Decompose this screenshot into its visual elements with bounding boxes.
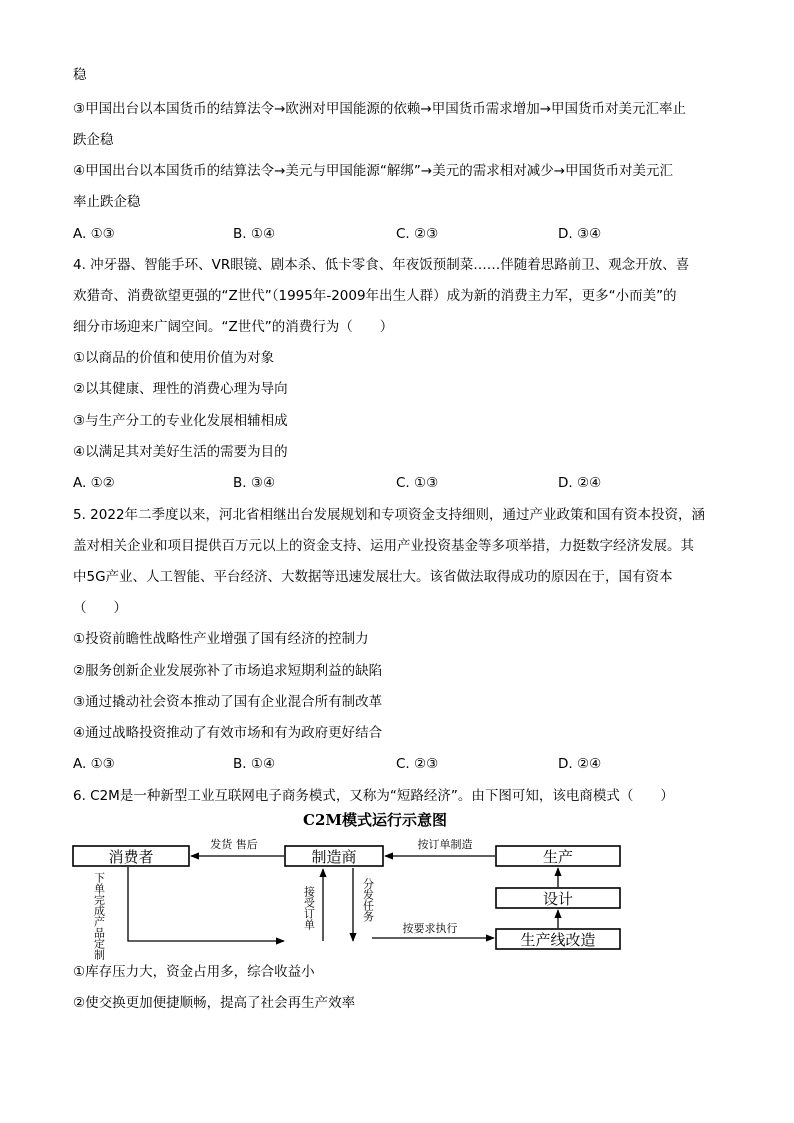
q5-stem-line: （ ） (73, 600, 127, 616)
q4-option-d: D. ②④ (558, 475, 602, 491)
q4-stem-line: 4. 冲牙器、智能手环、VR眼镜、剧本杀、低卡零食、年夜饭预制菜……伴随着思路前卫、观念开放、喜 (73, 257, 690, 273)
q3-text-line: 率止跌企稳 (73, 194, 141, 210)
q3-option-a: A. ①③ (73, 226, 115, 242)
q5-stem-line: 盖对相关企业和项目提供百万元以上的资金支持、运用产业投资基金等多项举措，力挺数字经济发展。其 (73, 538, 694, 554)
consumer-label: 消费者 (108, 848, 154, 866)
q3-option-c: C. ②③ (396, 226, 439, 242)
consumer-box (73, 846, 189, 866)
design-label: 设计 (542, 890, 574, 908)
manufacturer-box (285, 846, 383, 866)
assign-tasks-label: 分发任务 (361, 878, 375, 922)
q4-option-a: A. ①② (73, 475, 115, 491)
q5-item: ①投资前瞻性战略性产业增强了国有经济的控制力 (73, 631, 369, 647)
q5-option-a: A. ①③ (73, 756, 115, 772)
q4-item: ①以商品的价值和使用价值为对象 (73, 350, 275, 366)
diagram-title: C2M模式运行示意图 (303, 811, 447, 829)
design-box (496, 888, 620, 908)
q6-stem: 6. C2M是一种新型工业互联网电子商务模式，又称为“短路经济”。由下图可知，该电商模式（ ） (73, 788, 674, 804)
q5-option-d: D. ②④ (558, 756, 602, 772)
q5-option-c: C. ②③ (396, 756, 439, 772)
production-label: 生产 (542, 848, 574, 866)
q5-stem-line: 5. 2022年二季度以来，河北省相继出台发展规划和专项资金支持细则，通过产业政策和国有资本投资，涵 (73, 507, 706, 523)
q6-item: ①库存压力大，资金占用多，综合收益小 (73, 964, 315, 980)
make-by-order-label: 按订单制造 (417, 838, 473, 851)
arrow-consumer-order-path (128, 867, 284, 941)
q3-text-line: ④甲国出台以本国货币的结算法令→美元与甲国能源“解绑”→美元的需求相对减少→甲国货币对美元汇 (73, 163, 674, 179)
ship-after-sale-label: 发货 售后 (210, 838, 258, 851)
q4-item: ③与生产分工的专业化发展相辅相成 (73, 413, 288, 429)
q6-item: ②使交换更加便捷顺畅，提高了社会再生产效率 (73, 995, 356, 1011)
q3-text-line: 稳 (73, 67, 87, 83)
production-box (496, 846, 620, 866)
q5-item: ③通过撬动社会资本推动了国有企业混合所有制改革 (73, 694, 383, 710)
q5-stem-line: 中5G产业、人工智能、平台经济、大数据等迅速发展壮大。该省做法取得成功的原因在于，国有资本 (73, 569, 673, 585)
place-order-label: 下单完成产品定制 (92, 872, 106, 960)
line-upgrade-label: 生产线改造 (520, 931, 596, 949)
q3-option-d: D. ③④ (558, 226, 602, 242)
q4-option-c: C. ①③ (396, 475, 439, 491)
execute-as-required-label: 按要求执行 (402, 922, 458, 935)
q4-stem-line: 细分市场迎来广阔空间。“Z世代”的消费行为（ ） (73, 319, 394, 335)
q3-text-line: ③甲国出台以本国货币的结算法令→欧洲对甲国能源的依赖→甲国货币需求增加→甲国货币对美元汇率止 (73, 101, 687, 117)
q4-item: ②以其健康、理性的消费心理为导向 (73, 381, 288, 397)
q4-option-b: B. ③④ (233, 475, 276, 491)
q5-item: ④通过战略投资推动了有效市场和有为政府更好结合 (73, 725, 383, 741)
receive-order-label: 接受订单 (302, 886, 316, 930)
q5-item: ②服务创新企业发展弥补了市场追求短期利益的缺陷 (73, 663, 383, 679)
manufacturer-label: 制造商 (311, 848, 357, 866)
q3-option-b: B. ①④ (233, 226, 276, 242)
line-upgrade-box (496, 929, 620, 949)
q5-option-b: B. ①④ (233, 756, 276, 772)
q3-text-line: 跌企稳 (73, 132, 114, 148)
q4-stem-line: 欢猎奇、消费欲望更强的“Z世代”（1995年-2009年出生人群）成为新的消费主力军，更多“小而美”的 (73, 288, 677, 304)
q4-item: ④以满足其对美好生活的需要为目的 (73, 444, 288, 460)
